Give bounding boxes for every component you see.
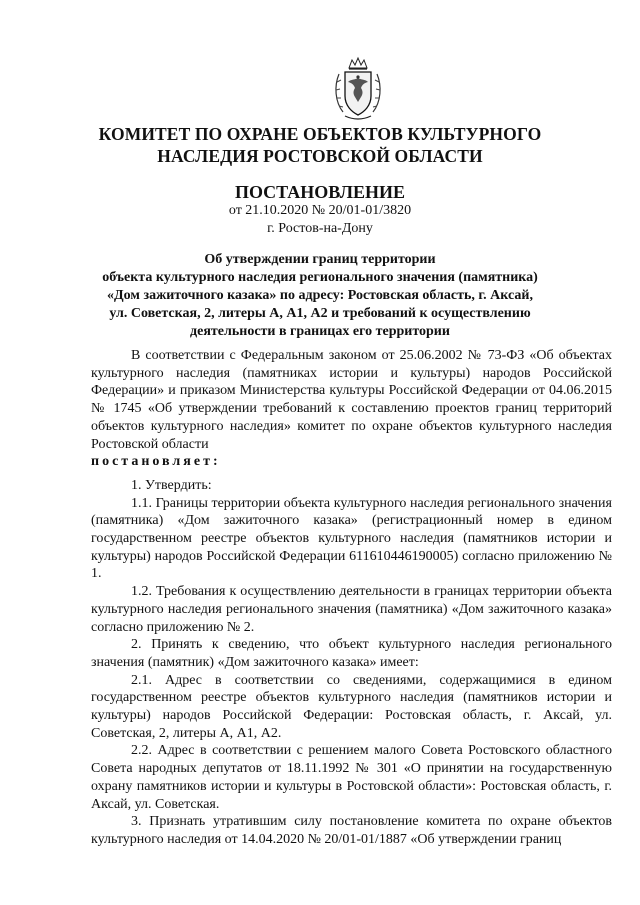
document-date-number: от 21.10.2020 № 20/01-01/3820 [228, 203, 412, 218]
decree-word: постановляет: [91, 454, 221, 470]
paragraph-2-1: 2.1. Адрес в соответствии со сведениями, содержащимися в едином государственном реестре объектов культурного наследия (памятников истории и культуры) народов Российской Федерации: Ростовская область, г. Аксай, ул. Советская, 2, литеры А, А1, А2. [91, 672, 612, 741]
subject-line1: Об утверждении границ территории [204, 252, 436, 267]
paragraph-1-2: 1.2. Требования к осуществлению деятельности в границах территории объекта культурного наследия регионального значения (памятника) «Дом зажиточного казака» согласно приложению № 2. [91, 584, 612, 635]
document-body [91, 347, 612, 849]
document-meta [60, 202, 580, 238]
document-city: г. Ростов-на-Дону [267, 221, 373, 236]
paragraph-1-1: 1.1. Границы территории объекта культурного наследия регионального значения (памятника) «Дом зажиточного казака» (регистрационный номер в едином государственном реестре объектов культурного наследия (памятников истории и культуры) народов Российской Федерации 611610446190005) согласно приложению № 1. [91, 495, 612, 582]
document-type: ПОСТАНОВЛЕНИЕ [234, 182, 406, 202]
subject-line2: объекта культурного наследия регионального значения (памятника) [102, 270, 538, 285]
subject-line3: «Дом зажиточного казака» по адресу: Ростовская область, г. Аксай, [107, 288, 533, 303]
preamble-paragraph: В соответствии с Федеральным законом от 25.06.2002 № 73-ФЗ «Об объектах культурного наследия (памятниках истории и культуры) народов Российской Федерации» и приказом Министерства культуры Российской Федерации от 04.06.2015 № 1745 «Об утверждении требований к составлению проектов границ территорий объектов культурного наследия» комитет по охране объектов культурного наследия Ростовской области [91, 348, 612, 452]
organization-title-line2: НАСЛЕДИЯ РОСТОВСКОЙ ОБЛАСТИ [157, 146, 483, 166]
paragraph-2-2: 2.2. Адрес в соответствии с решением малого Совета Ростовского областного Совета народных депутатов от 18.11.1992 № 301 «О принятии на государственную охрану памятников истории и культуры в Ростовской области»: Ростовская область, г. Аксай, ул. Советская. [91, 743, 612, 812]
paragraph-1: 1. Утвердить: [131, 477, 212, 493]
paragraph-3: 3. Признать утратившим силу постановление комитета по охране объектов культурного наследия от 14.04.2020 № 20/01-01/1887 «Об утверждении границ [91, 814, 612, 847]
document-subject [100, 251, 540, 341]
subject-line4: ул. Советская, 2, литеры А, А1, А2 и требований к осуществлению [109, 306, 531, 321]
subject-line5: деятельности в границах его территории [190, 324, 450, 339]
organization-title-line1: КОМИТЕТ ПО ОХРАНЕ ОБЪЕКТОВ КУЛЬТУРНОГО [98, 124, 542, 144]
rostov-region-coat-of-arms-icon [331, 56, 385, 122]
organization-title [60, 123, 580, 167]
paragraph-2: 2. Принять к сведению, что объект культурного наследия регионального значения (памятник) «Дом зажиточного казака» имеет: [91, 637, 612, 670]
